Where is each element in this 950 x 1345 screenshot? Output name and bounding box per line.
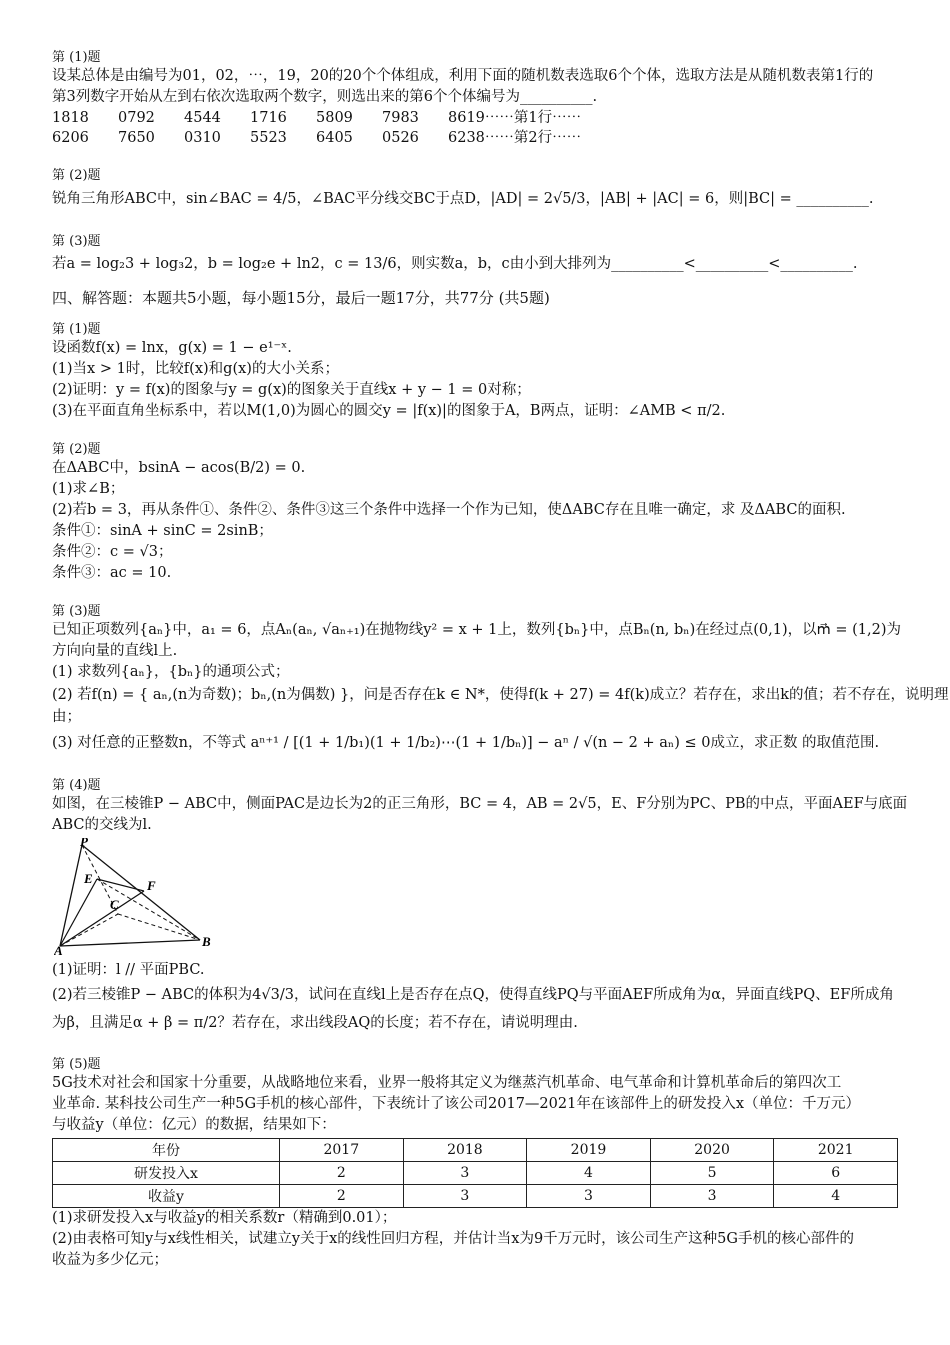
random-number-row-1 — [52, 108, 898, 128]
question-text: 第3列数字开始从左到右依次选取两个数字，则选出来的第6个个体编号为__________. — [52, 89, 598, 105]
question-label: 第 (3)题 — [52, 234, 101, 249]
condition-3: 条件③：ac = 10. — [52, 565, 172, 581]
table-cell: 收益y — [53, 1185, 280, 1208]
random-number: 0526 — [382, 130, 419, 146]
table-cell: 2 — [280, 1185, 404, 1208]
question-text: 已知正项数列{aₙ}中，a₁ = 6，点Aₙ(aₙ, √aₙ₊₁)在抛物线y² = x + 1上，数列{bₙ}中，点Bₙ(n, bₙ)在经过点(0,1)，以m⃗ = (1,2)为 — [52, 622, 901, 638]
question-text: 为β，且满足α + β = π/2？若存在，求出线段AQ的长度；若不存在，请说明理由. — [52, 1015, 578, 1031]
table-cell: 2021 — [774, 1139, 898, 1162]
vertex-label-c: C — [110, 897, 119, 912]
question-label: 第 (3)题 — [52, 604, 101, 619]
random-number: 5809 — [316, 110, 353, 126]
table-cell: 3 — [527, 1185, 651, 1208]
table-cell: 2018 — [403, 1139, 527, 1162]
question-text: (2)若三棱锥P − ABC的体积为4√3/3，试问在直线l上是否存在点Q，使得直线PQ与平面AEF所成角为α，异面直线PQ、EF所成角 — [52, 987, 894, 1003]
section-title: 四、解答题：本题共5小题，每小题15分，最后一题17分，共77分 (共5题) — [52, 289, 550, 307]
random-number: 6405 — [316, 130, 353, 146]
vertex-label-b: B — [202, 934, 211, 949]
document-page — [52, 44, 949, 1271]
random-number: 1716 — [250, 110, 287, 126]
table-cell: 年份 — [53, 1139, 280, 1162]
random-number: 0310 — [184, 130, 221, 146]
table-cell: 6 — [774, 1162, 898, 1185]
vertex-label-e: E — [84, 871, 93, 886]
table-cell: 5 — [650, 1162, 774, 1185]
question-text: 若a = log₂3 + log₃2，b = log₂e + ln2，c = 13/6，则实数a，b，c由小到大排列为__________<__________<__________. — [52, 256, 858, 272]
table-cell: 2020 — [650, 1139, 774, 1162]
question-text: 业革命. 某科技公司生产一种5G手机的核心部件，下表统计了该公司2017—2021年在该部件上的研发投入x（单位：千万元） — [52, 1096, 861, 1112]
question-text: (1)求∠B； — [52, 481, 125, 497]
random-number: 5523 — [250, 130, 287, 146]
random-number: 1818 — [52, 110, 89, 126]
question-text: (3)在平面直角坐标系中，若以M(1,0)为圆心的圆交y = |f(x)|的图象于A，B两点，证明：∠AMB < π/2. — [52, 403, 726, 419]
condition-1: 条件①：sinA + sinC = 2sinB； — [52, 523, 273, 539]
tetrahedron-figure — [54, 838, 214, 956]
question-text: (2)由表格可知y与x线性相关，试建立y关于x的线性回归方程，并估计当x为9千万元时，该公司生产这种5G手机的核心部件的 — [52, 1231, 854, 1247]
question-label: 第 (2)题 — [52, 442, 101, 457]
table-row — [53, 1139, 898, 1162]
edge-bc — [118, 914, 200, 940]
vertex-label-p: P — [80, 838, 88, 849]
question-text: 在ΔABC中，bsinA − acos(B/2) = 0. — [52, 460, 306, 476]
edge-pa — [60, 845, 82, 946]
question-label: 第 (1)题 — [52, 322, 101, 337]
table-cell: 2017 — [280, 1139, 404, 1162]
table-cell: 研发投入x — [53, 1162, 280, 1185]
random-number: 7650 — [118, 130, 155, 146]
table-cell: 4 — [527, 1162, 651, 1185]
question-text: ABC的交线为l. — [52, 817, 152, 833]
segment-ef — [97, 879, 144, 891]
question-text: (1)证明：l // 平面PBC. — [52, 962, 205, 978]
question-text: 如图，在三棱锥P − ABC中，侧面PAC是边长为2的正三角形，BC = 4，AB = 2√5，E、F分别为PC、PB的中点，平面AEF与底面 — [52, 796, 908, 812]
question-text: 设某总体是由编号为01，02，⋯，19，20的20个个体组成，利用下面的随机数表选取6个个体，选取方法是从随机数表第1行的 — [52, 68, 874, 84]
question-label: 第 (2)题 — [52, 168, 101, 183]
table-cell: 4 — [774, 1185, 898, 1208]
question-text: (1) 求数列{aₙ}，{bₙ}的通项公式； — [52, 664, 290, 680]
question-text: 设函数f(x) = lnx，g(x) = 1 − e¹⁻ˣ. — [52, 340, 292, 356]
table-cell: 3 — [650, 1185, 774, 1208]
random-number: 4544 — [184, 110, 221, 126]
question-text: (3) 对任意的正整数n，不等式 aⁿ⁺¹ / [(1 + 1/b₁)(1 + 1/b₂)⋯(1 + 1/bₙ)] − aⁿ / √(n − 2 + aₙ) ≤ 0成立，求正数 的取值范围. — [52, 735, 880, 751]
table-cell: 2 — [280, 1162, 404, 1185]
question-text: (1)求研发投入x与收益y的相关系数r（精确到0.01）； — [52, 1210, 397, 1226]
vertex-label-a: A — [54, 943, 63, 956]
question-text: 收益为多少亿元； — [52, 1252, 168, 1268]
question-label: 第 (4)题 — [52, 778, 101, 793]
condition-2: 条件②：c = √3； — [52, 544, 173, 560]
random-number-row-2 — [52, 128, 898, 148]
random-number: 6206 — [52, 130, 89, 146]
table-row — [53, 1185, 898, 1208]
question-text: (2) 若f(n) = { aₙ,(n为奇数)；bₙ,(n为偶数) }，问是否存在k ∈ N*，使得f(k + 27) = 4f(k)成立？若存在，求出k的值；若不存在，说明理 — [52, 687, 949, 703]
question-text: 锐角三角形ABC中，sin∠BAC = 4/5，∠BAC平分线交BC于点D，|AD| = 2√5/3，|AB| + |AC| = 6，则|BC| = __________. — [52, 191, 874, 207]
table-row — [53, 1162, 898, 1185]
question-text: (2)证明：y = f(x)的图象与y = g(x)的图象关于直线x + y − 1 = 0对称； — [52, 382, 531, 398]
data-table — [52, 1138, 898, 1208]
random-number: 8619⋯⋯第1行⋯⋯ — [448, 110, 582, 126]
question-text: 方向向量的直线l上. — [52, 643, 178, 659]
vertex-label-f: F — [147, 878, 156, 893]
table-cell: 3 — [403, 1185, 527, 1208]
random-number: 7983 — [382, 110, 419, 126]
question-text: (1)当x > 1时，比较f(x)和g(x)的大小关系； — [52, 361, 339, 377]
edge-ab — [60, 940, 200, 946]
table-cell: 2019 — [527, 1139, 651, 1162]
question-label: 第 (1)题 — [52, 50, 101, 65]
question-label: 第 (5)题 — [52, 1057, 101, 1072]
table-cell: 3 — [403, 1162, 527, 1185]
random-number: 0792 — [118, 110, 155, 126]
question-text: 由； — [52, 709, 81, 725]
random-number: 6238⋯⋯第2行⋯⋯ — [448, 130, 582, 146]
question-text: (2)若b = 3，再从条件①、条件②、条件③这三个条件中选择一个作为已知，使ΔABC存在且唯一确定，求 及ΔABC的面积. — [52, 502, 846, 518]
question-text: 5G技术对社会和国家十分重要，从战略地位来看，业界一般将其定义为继蒸汽机革命、电气革命和计算机革命后的第四次工 — [52, 1075, 842, 1091]
question-text: 与收益y（单位：亿元）的数据，结果如下： — [52, 1117, 336, 1133]
